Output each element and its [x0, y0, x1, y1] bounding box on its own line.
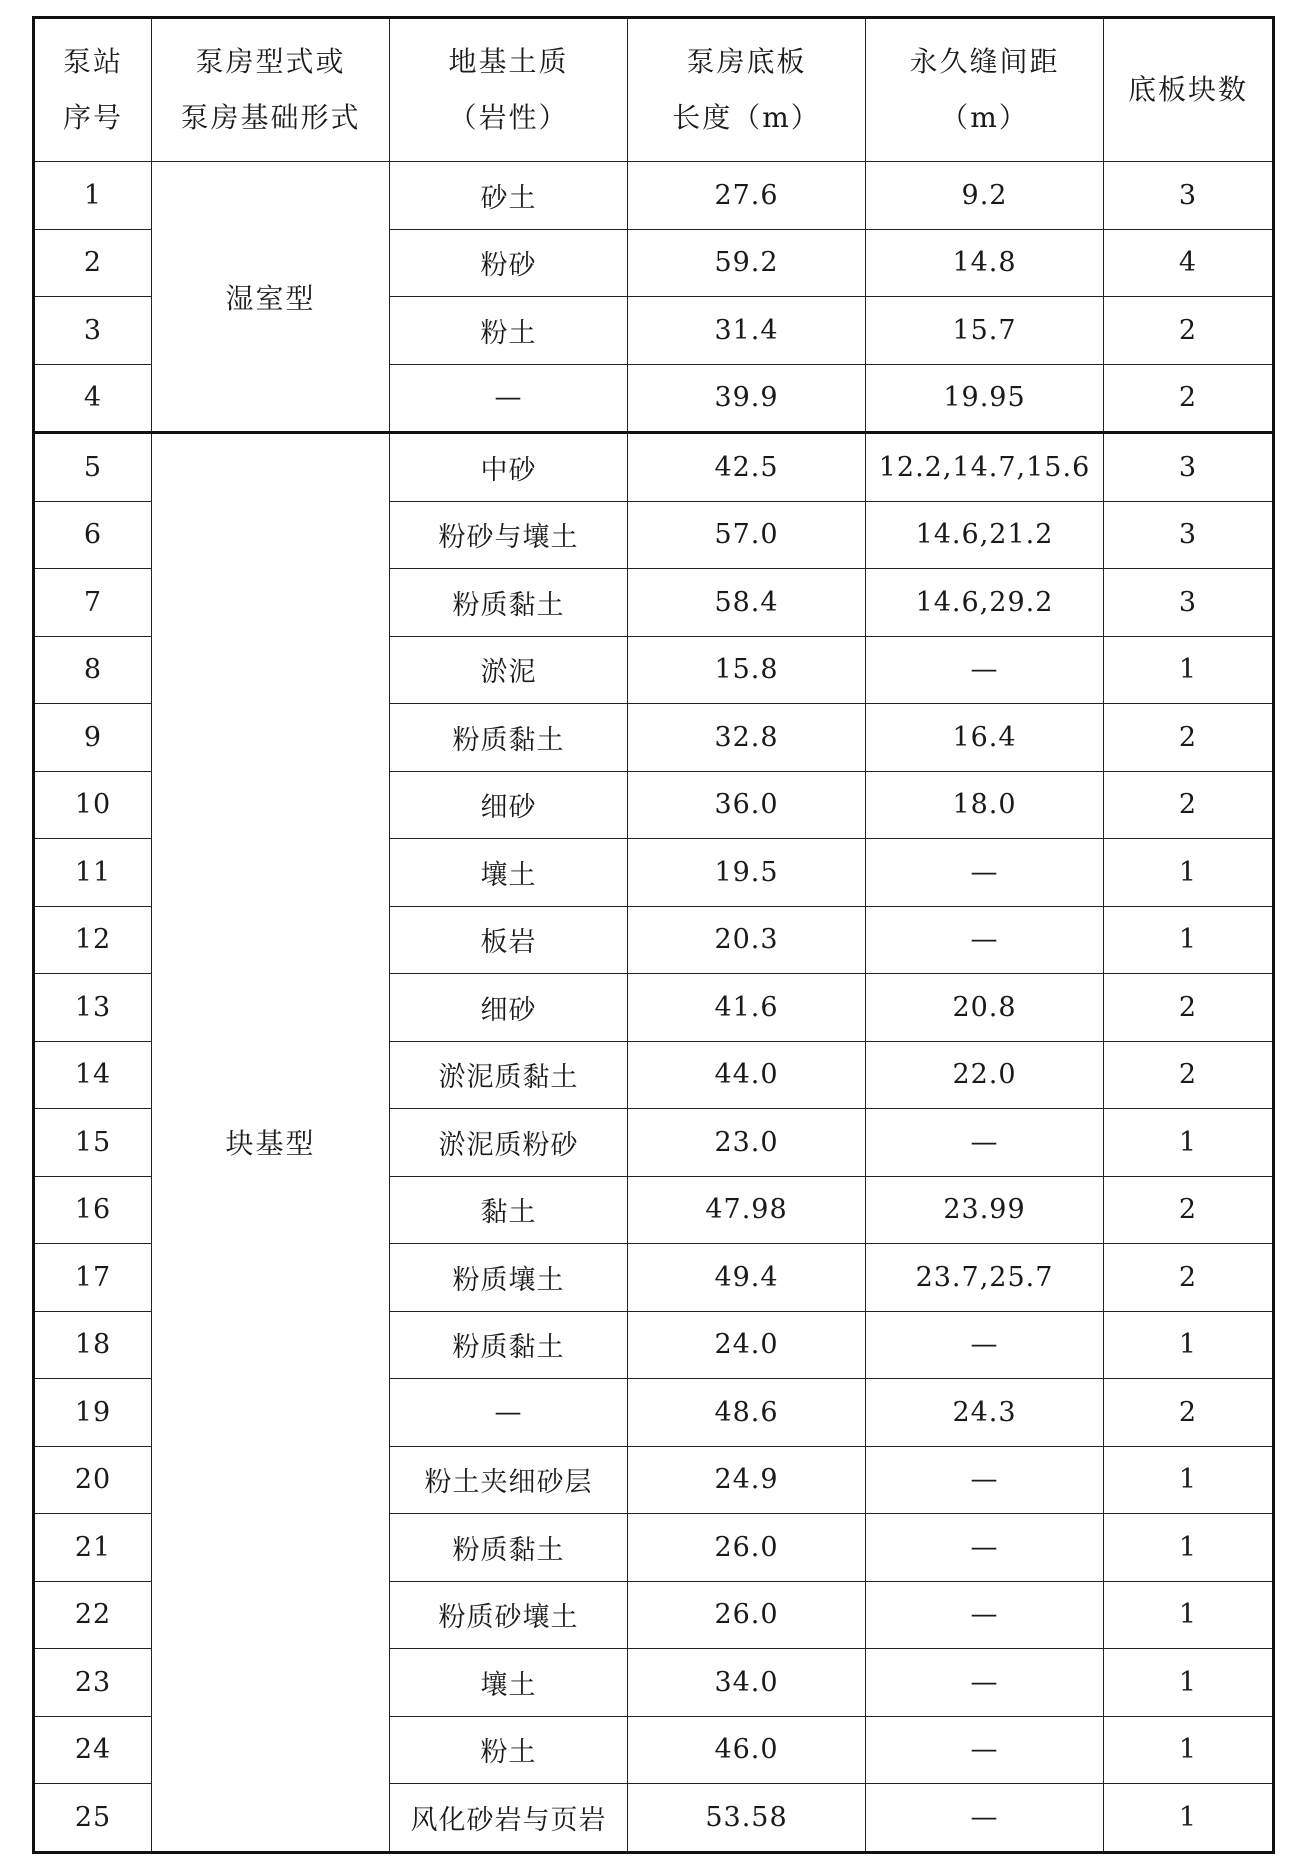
cell-soil: 淤泥质粉砂: [390, 1109, 628, 1177]
cell-slab-length: 57.0: [628, 501, 866, 569]
table-row: [34, 433, 1274, 502]
cell-station-no: 7: [34, 569, 152, 637]
cell-joint-spacing: —: [866, 1514, 1104, 1582]
cell-slab-blocks: 2: [1104, 364, 1274, 433]
cell-slab-blocks: 1: [1104, 1514, 1274, 1582]
cell-slab-length: 24.9: [628, 1446, 866, 1514]
cell-joint-spacing: 16.4: [866, 704, 1104, 772]
cell-slab-blocks: 2: [1104, 1176, 1274, 1244]
cell-joint-spacing: —: [866, 839, 1104, 907]
cell-slab-blocks: 1: [1104, 1649, 1274, 1717]
cell-soil: 风化砂岩与页岩: [390, 1784, 628, 1853]
cell-station-no: 21: [34, 1514, 152, 1582]
cell-slab-blocks: 2: [1104, 1041, 1274, 1109]
header-station-no: [34, 18, 152, 162]
cell-station-no: 14: [34, 1041, 152, 1109]
cell-joint-spacing: —: [866, 1784, 1104, 1853]
header-line: 地基土质: [448, 45, 569, 78]
cell-slab-blocks: 3: [1104, 501, 1274, 569]
cell-slab-blocks: 2: [1104, 974, 1274, 1042]
cell-soil: —: [390, 1379, 628, 1447]
cell-soil: 壤土: [390, 839, 628, 907]
cell-pump-type: 湿室型: [152, 162, 390, 433]
cell-station-no: 17: [34, 1244, 152, 1312]
header-line: 泵房型式或: [195, 45, 346, 78]
cell-slab-blocks: 1: [1104, 1311, 1274, 1379]
header-line: （m）: [940, 101, 1029, 134]
cell-slab-length: 24.0: [628, 1311, 866, 1379]
cell-joint-spacing: 23.99: [866, 1176, 1104, 1244]
cell-joint-spacing: 15.7: [866, 297, 1104, 365]
cell-slab-length: 47.98: [628, 1176, 866, 1244]
header-row: [34, 18, 1274, 162]
cell-joint-spacing: —: [866, 1311, 1104, 1379]
cell-slab-length: 48.6: [628, 1379, 866, 1447]
cell-joint-spacing: 14.6,29.2: [866, 569, 1104, 637]
cell-slab-blocks: 3: [1104, 162, 1274, 230]
header-line: 长度（m）: [672, 101, 821, 134]
header-line: （岩性）: [448, 101, 569, 134]
cell-slab-blocks: 3: [1104, 433, 1274, 502]
header-slab-length: [628, 18, 866, 162]
cell-station-no: 23: [34, 1649, 152, 1717]
cell-soil: 黏土: [390, 1176, 628, 1244]
cell-soil: 粉质黏土: [390, 1514, 628, 1582]
cell-station-no: 11: [34, 839, 152, 907]
cell-slab-length: 44.0: [628, 1041, 866, 1109]
cell-slab-blocks: 1: [1104, 1581, 1274, 1649]
cell-station-no: 15: [34, 1109, 152, 1177]
cell-slab-length: 41.6: [628, 974, 866, 1042]
cell-joint-spacing: —: [866, 1446, 1104, 1514]
cell-station-no: 22: [34, 1581, 152, 1649]
cell-joint-spacing: 14.6,21.2: [866, 501, 1104, 569]
cell-joint-spacing: 19.95: [866, 364, 1104, 433]
header-pump-type: [152, 18, 390, 162]
cell-station-no: 25: [34, 1784, 152, 1853]
cell-soil: 细砂: [390, 771, 628, 839]
cell-slab-blocks: 2: [1104, 771, 1274, 839]
cell-joint-spacing: 20.8: [866, 974, 1104, 1042]
cell-joint-spacing: —: [866, 1716, 1104, 1784]
cell-soil: 细砂: [390, 974, 628, 1042]
cell-slab-length: 46.0: [628, 1716, 866, 1784]
cell-slab-length: 59.2: [628, 229, 866, 297]
cell-joint-spacing: —: [866, 1109, 1104, 1177]
cell-station-no: 2: [34, 229, 152, 297]
cell-slab-length: 26.0: [628, 1581, 866, 1649]
header-joint-spacing: [866, 18, 1104, 162]
cell-station-no: 19: [34, 1379, 152, 1447]
cell-joint-spacing: 23.7,25.7: [866, 1244, 1104, 1312]
cell-joint-spacing: —: [866, 906, 1104, 974]
cell-joint-spacing: 12.2,14.7,15.6: [866, 433, 1104, 502]
cell-soil: 粉砂: [390, 229, 628, 297]
header-soil: [390, 18, 628, 162]
cell-slab-blocks: 4: [1104, 229, 1274, 297]
cell-slab-blocks: 1: [1104, 839, 1274, 907]
cell-soil: 粉土: [390, 297, 628, 365]
cell-slab-blocks: 1: [1104, 1109, 1274, 1177]
cell-joint-spacing: —: [866, 1649, 1104, 1717]
cell-station-no: 3: [34, 297, 152, 365]
cell-soil: 粉质砂壤土: [390, 1581, 628, 1649]
table-body: [34, 162, 1274, 1853]
cell-soil: 中砂: [390, 433, 628, 502]
cell-slab-length: 32.8: [628, 704, 866, 772]
cell-slab-blocks: 2: [1104, 1379, 1274, 1447]
cell-slab-blocks: 1: [1104, 906, 1274, 974]
cell-soil: 粉土夹细砂层: [390, 1446, 628, 1514]
cell-station-no: 16: [34, 1176, 152, 1244]
cell-station-no: 9: [34, 704, 152, 772]
cell-slab-blocks: 3: [1104, 569, 1274, 637]
pump-station-table: [32, 16, 1275, 1854]
cell-station-no: 12: [34, 906, 152, 974]
header-line: 泵房基础形式: [180, 101, 361, 134]
table-header: [34, 18, 1274, 162]
cell-slab-length: 20.3: [628, 906, 866, 974]
cell-slab-length: 23.0: [628, 1109, 866, 1177]
header-slab-blocks: [1104, 18, 1274, 162]
cell-soil: 粉质黏土: [390, 569, 628, 637]
cell-station-no: 8: [34, 636, 152, 704]
cell-soil: —: [390, 364, 628, 433]
cell-slab-blocks: 2: [1104, 297, 1274, 365]
cell-slab-blocks: 1: [1104, 1716, 1274, 1784]
cell-slab-length: 42.5: [628, 433, 866, 502]
cell-slab-length: 27.6: [628, 162, 866, 230]
cell-slab-length: 34.0: [628, 1649, 866, 1717]
cell-station-no: 4: [34, 364, 152, 433]
header-line: 泵房底板: [686, 45, 807, 78]
cell-soil: 粉质黏土: [390, 704, 628, 772]
cell-soil: 粉砂与壤土: [390, 501, 628, 569]
cell-slab-length: 53.58: [628, 1784, 866, 1853]
cell-pump-type: 块基型: [152, 433, 390, 1853]
cell-slab-blocks: 1: [1104, 1446, 1274, 1514]
cell-slab-length: 49.4: [628, 1244, 866, 1312]
cell-joint-spacing: —: [866, 1581, 1104, 1649]
cell-slab-length: 39.9: [628, 364, 866, 433]
cell-station-no: 24: [34, 1716, 152, 1784]
cell-station-no: 10: [34, 771, 152, 839]
cell-soil: 粉质黏土: [390, 1311, 628, 1379]
cell-soil: 砂土: [390, 162, 628, 230]
cell-station-no: 1: [34, 162, 152, 230]
cell-slab-blocks: 2: [1104, 704, 1274, 772]
cell-joint-spacing: 22.0: [866, 1041, 1104, 1109]
cell-station-no: 18: [34, 1311, 152, 1379]
cell-soil: 粉质壤土: [390, 1244, 628, 1312]
cell-slab-length: 58.4: [628, 569, 866, 637]
cell-soil: 壤土: [390, 1649, 628, 1717]
cell-slab-length: 15.8: [628, 636, 866, 704]
table-row: [34, 162, 1274, 230]
cell-joint-spacing: 9.2: [866, 162, 1104, 230]
cell-slab-blocks: 2: [1104, 1244, 1274, 1312]
cell-joint-spacing: 24.3: [866, 1379, 1104, 1447]
header-line: 永久缝间距: [909, 45, 1060, 78]
cell-station-no: 6: [34, 501, 152, 569]
cell-joint-spacing: —: [866, 636, 1104, 704]
cell-slab-length: 26.0: [628, 1514, 866, 1582]
cell-soil: 淤泥质黏土: [390, 1041, 628, 1109]
cell-joint-spacing: 18.0: [866, 771, 1104, 839]
cell-soil: 淤泥: [390, 636, 628, 704]
cell-station-no: 5: [34, 433, 152, 502]
header-line: 序号: [62, 101, 123, 134]
cell-soil: 粉土: [390, 1716, 628, 1784]
cell-slab-length: 31.4: [628, 297, 866, 365]
header-line: 泵站: [62, 45, 123, 78]
cell-soil: 板岩: [390, 906, 628, 974]
header-line: 底板块数: [1127, 73, 1248, 106]
cell-station-no: 20: [34, 1446, 152, 1514]
cell-slab-length: 19.5: [628, 839, 866, 907]
cell-joint-spacing: 14.8: [866, 229, 1104, 297]
cell-station-no: 13: [34, 974, 152, 1042]
cell-slab-blocks: 1: [1104, 1784, 1274, 1853]
cell-slab-blocks: 1: [1104, 636, 1274, 704]
cell-slab-length: 36.0: [628, 771, 866, 839]
